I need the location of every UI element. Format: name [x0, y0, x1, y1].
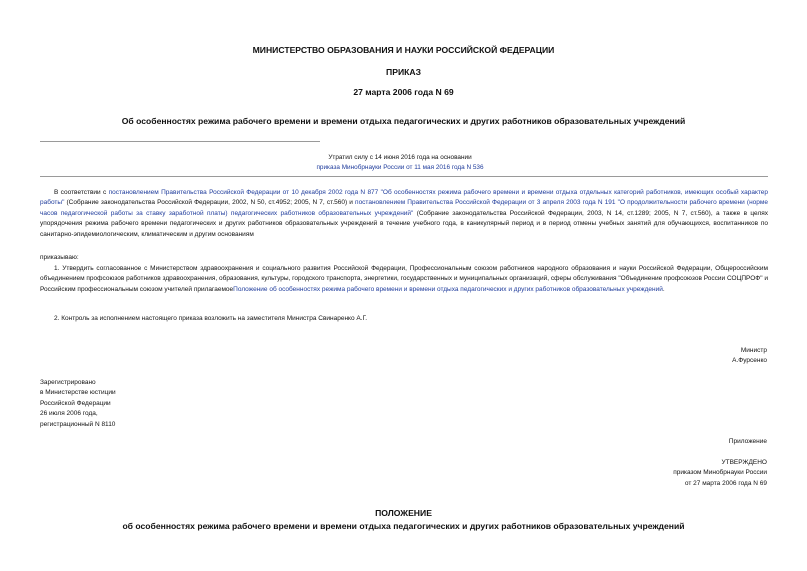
preamble-text-1: В соответствии с: [54, 189, 109, 196]
divider-long: [40, 176, 768, 177]
date-number-heading: 27 марта 2006 года N 69: [353, 87, 454, 97]
repeal-notice-link[interactable]: приказа Минобрнауки России от 11 мая 2016 года N 536: [316, 164, 484, 171]
order-word: приказываю:: [40, 254, 79, 261]
registration-line-2: в Министерстве юстиции: [40, 389, 116, 397]
item-1-end: .: [662, 285, 665, 293]
item-1-paragraph: [40, 264, 768, 295]
item-1-text: 1. Утвердить согласованное с Министерством здравоохранения и социального развития Российской Федерации, Профессиональным союзом работников народного образования и науки Российской Федерации, Общероссийским объединением профсоюзов работников здравоохранения, образования, культуры, городского транспорта, энергетики, государственных и муниципальных организаций, сферы обслуживания "Объединение профсоюзов России СОЦПРОФ" и Российским профессиональным союзом учителей прилагаемое: [40, 265, 768, 293]
preamble-link-877[interactable]: постановлением Правительства Российской Федерации от 10 декабря 2002 года N 877 "Об особенностях режима рабочего времени и времени отдыха отдельных категорий работников, имеющих особый характер работы": [40, 189, 769, 207]
item-2-paragraph: 2. Контроль за исполнением настоящего приказа возложить на заместителя Министра Свинаренко А.Г.: [54, 315, 368, 322]
preamble-text-2: (Собрание законодательства Российской Федерации, 2002, N 50, ст.4952; 2005, N 7, ст.560) и: [64, 199, 356, 207]
registration-line-5: регистрационный N 8110: [40, 420, 116, 428]
repeal-notice: [250, 153, 550, 173]
doc-type-heading: ПРИКАЗ: [386, 67, 421, 77]
ministry-heading: МИНИСТЕРСТВО ОБРАЗОВАНИЯ И НАУКИ РОССИЙСКОЙ ФЕДЕРАЦИИ: [252, 45, 555, 55]
preamble-paragraph: [40, 188, 768, 240]
registration-block: [40, 378, 116, 430]
regulation-subtitle: об особенностях режима рабочего времени и времени отдыха педагогических и других работников образовательных учреждений: [122, 521, 685, 531]
approval-date: от 27 марта 2006 года N 69: [684, 479, 767, 487]
regulation-title: ПОЛОЖЕНИЕ: [375, 508, 432, 518]
registration-line-4: 26 июля 2006 года,: [40, 410, 98, 418]
approval-title: УТВЕРЖДЕНО: [721, 459, 767, 466]
signature-name: А.Фурсенко: [732, 357, 767, 365]
preamble-link-191[interactable]: постановлением Правительства Российской Федерации от 3 апреля 2003 года N 191 "О продолжительности рабочего времени (норме часов педагогической работы за ставку заработной платы) педагогических работников образовательных учреждений": [40, 199, 768, 217]
item-1-regulation-link[interactable]: Положение об особенностях режима рабочего времени и времени отдыха педагогических и других работников образовательных учреждений: [233, 285, 663, 293]
appendix-label: Приложение: [728, 438, 767, 445]
registration-line-1: Зарегистрировано: [40, 379, 96, 386]
divider-short: [40, 141, 320, 142]
signature-block: [732, 346, 767, 367]
registration-line-3: Российской Федерации: [40, 399, 111, 407]
approval-by-order: приказом Минобрнауки России: [673, 469, 767, 477]
document-title: Об особенностях режима рабочего времени и времени отдыха педагогических и других работников образовательных учреждений: [121, 116, 686, 126]
preamble-text-3: (Собрание законодательства Российской Федерации, 2003, N 14, ст.1289; 2005, N 7, ст.560), а также в целях упорядочения режима рабочего времени педагогических и других работников образовательных учреждений в течение учебного года, в каникулярный период и в период отмены учебных занятий для обучающихся, воспитанников по санитарно-эпидемиологическим, климатическим и другим основаниям: [40, 209, 769, 238]
approval-block: [673, 458, 767, 489]
signature-position: Министр: [740, 347, 767, 354]
repeal-notice-text: Утратил силу с 14 июня 2016 года на основании: [328, 154, 472, 161]
